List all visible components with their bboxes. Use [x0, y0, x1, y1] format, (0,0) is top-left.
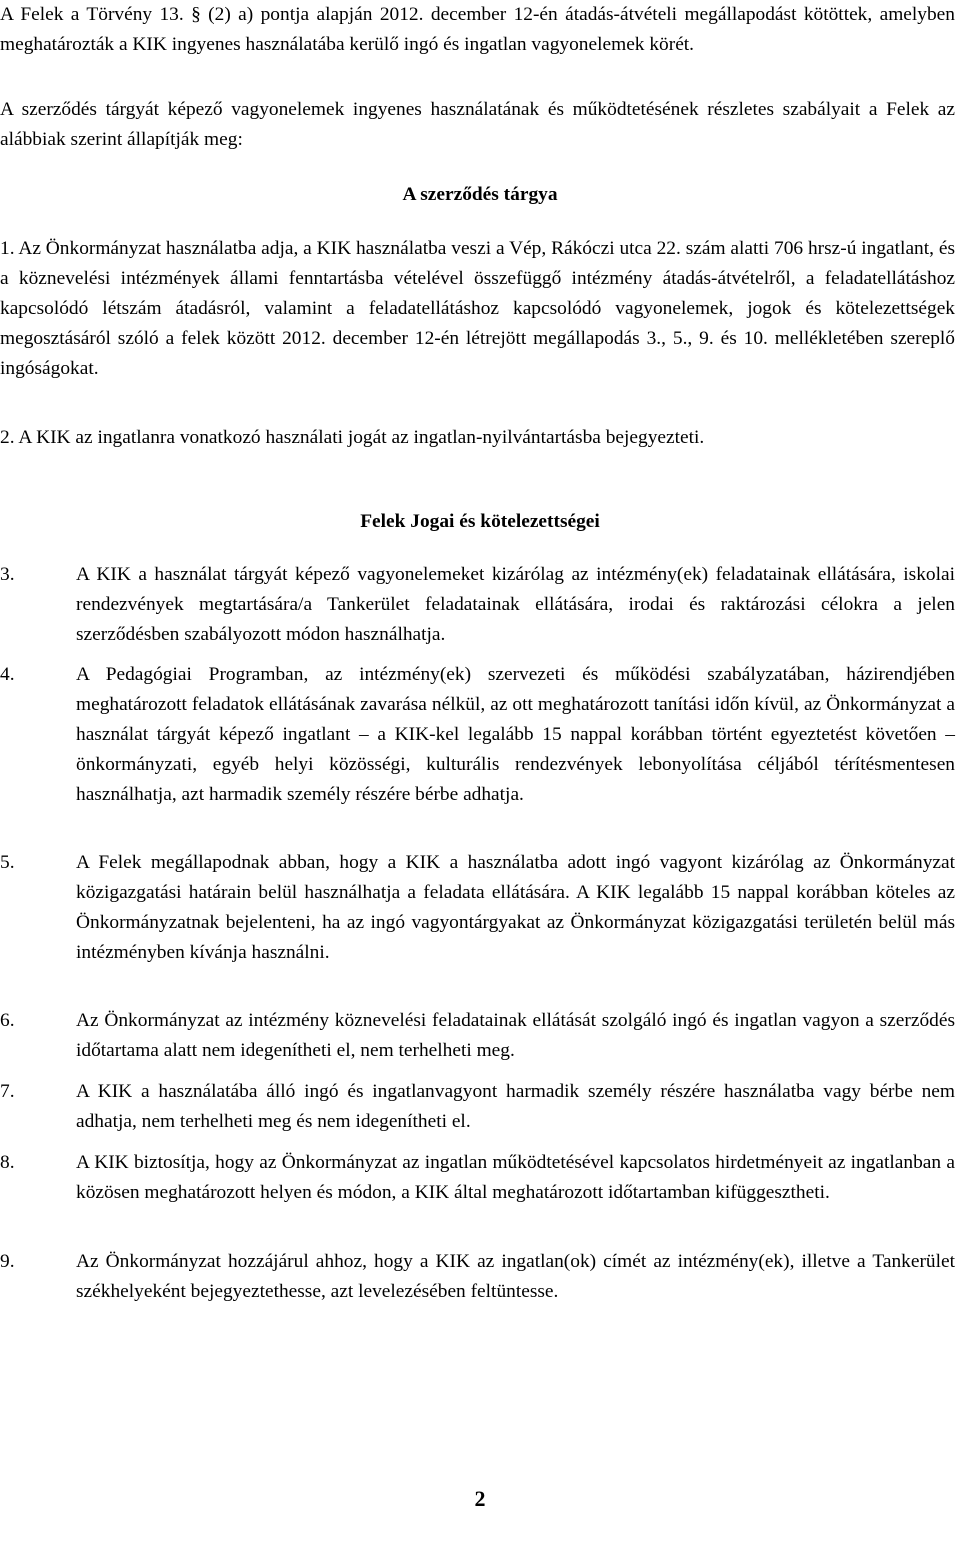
list-item: [0, 660, 955, 810]
list-item-number: 4.: [0, 664, 15, 685]
list-item-text: Az Önkormányzat az intézmény köznevelési feladatainak ellátását szolgáló ingó és ingatlan vagyon a szerződés időtartama alatt nem idegenítheti el, nem terhelheti meg.: [76, 1010, 955, 1061]
section-heading-rights: Felek Jogai és kötelezettségei: [360, 511, 600, 532]
list-item-text: A Felek megállapodnak abban, hogy a KIK a használatba adott ingó vagyont kizárólag az Önkormányzat közigazgatási határain belül használhatja a feladata ellátására. A KIK legalább 15 nappal korábban köteles az Önkormányzatnak bejelenteni, ha az ingó vagyontárgyakat az Önkormányzat közigazgatási területén belül más intézményben kívánja használni.: [76, 852, 955, 963]
list-item-number: 9.: [0, 1251, 15, 1272]
list-item-number: 5.: [0, 852, 15, 873]
list-item: [0, 848, 955, 968]
list-item: [0, 560, 955, 650]
intro-paragraph-2: A szerződés tárgyát képező vagyonelemek ingyenes használatának és működtetésének részletes szabályait a Felek az alábbiak szerint állapítják meg:: [0, 99, 955, 150]
list-item: [0, 1247, 955, 1307]
page-number: 2: [474, 1486, 486, 1511]
list-item-text: Az Önkormányzat hozzájárul ahhoz, hogy a KIK az ingatlan(ok) címét az intézmény(ek), illetve a Tankerület székhelyeként bejegyeztethesse, azt levelezésében feltüntesse.: [76, 1251, 955, 1302]
list-item: [0, 1006, 955, 1066]
list-item-text: A KIK a használat tárgyát képező vagyonelemeket kizárólag az intézmény(ek) feladatainak ellátására, iskolai rendezvények megtartására/a Tankerület feladatainak ellátására, irodai és raktározási célokra a jelen szerződésben szabályozott módon használhatja.: [76, 564, 955, 645]
list-item-text: A KIK biztosítja, hogy az Önkormányzat az ingatlan működtetésével kapcsolatos hirdetményeit az ingatlanban a közösen meghatározott helyen és módon, a KIK által meghatározott időtartamban kifüggesztheti.: [76, 1152, 955, 1203]
subject-paragraph-2: 2. A KIK az ingatlanra vonatkozó használati jogát az ingatlan-nyilvántartásba bejegyezteti.: [0, 427, 705, 448]
section-heading-subject: A szerződés tárgya: [402, 184, 558, 205]
list-item-number: 8.: [0, 1152, 15, 1173]
list-item-text: A Pedagógiai Programban, az intézmény(ek) szervezeti és működési szabályzatában, házirendjében meghatározott feladatok ellátásának zavarása nélkül, az ott meghatározott tanítási időn kívül, az Önkormányzat a használat tárgyát képező ingatlant – a KIK-kel legalább 15 nappal korábban történt egyeztetést követően – önkormányzati, egyéb helyi közösségi, kulturális rendezvények lebonyolítása céljából térítésmentesen használhatja, azt harmadik személy részére bérbe adhatja.: [76, 664, 955, 805]
list-item-number: 3.: [0, 564, 15, 585]
intro-paragraph-1: A Felek a Törvény 13. § (2) a) pontja alapján 2012. december 12-én átadás-átvételi megállapodást kötöttek, amelyben meghatározták a KIK ingyenes használatába kerülő ingó és ingatlan vagyonelemek körét.: [0, 4, 955, 55]
list-item: [0, 1077, 955, 1137]
list-item-number: 7.: [0, 1081, 15, 1102]
subject-paragraph-1: 1. Az Önkormányzat használatba adja, a KIK használatba veszi a Vép, Rákóczi utca 22. szám alatti 706 hrsz-ú ingatlant, és a köznevelési intézmények állami fenntartásba vételével összefüggő intézmény átadás-átvételről, a feladatellátáshoz kapcsolódó létszám átadásról, valamint a feladatellátáshoz kapcsolódó vagyonelemek, jogok és kötelezettségek megosztásáról szóló a felek között 2012. december 12-én létrejött megállapodás 3., 5., 9. és 10. mellékletében szereplő ingóságokat.: [0, 238, 955, 379]
list-item: [0, 1148, 955, 1208]
list-item-text: A KIK a használatába álló ingó és ingatlanvagyont harmadik személy részére használatba vagy bérbe nem adhatja, nem terhelheti meg és nem idegenítheti el.: [76, 1081, 955, 1132]
list-item-number: 6.: [0, 1010, 15, 1031]
